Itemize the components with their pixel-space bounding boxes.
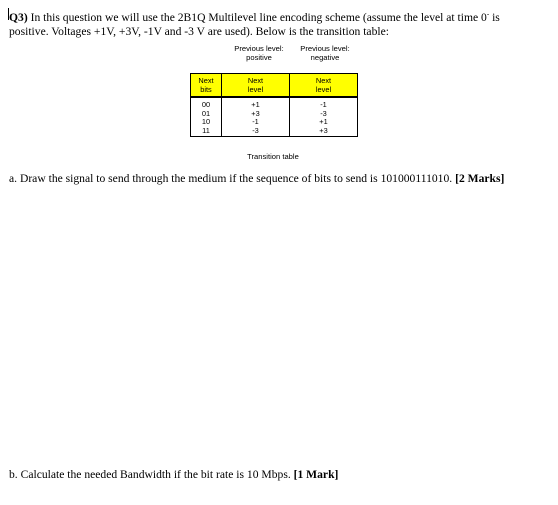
- table-row: 10 -1 +1: [191, 118, 358, 127]
- question-label: Q3): [9, 10, 28, 24]
- question-line-1: Q3) In this question we will use the 2B1Q Multilevel line encoding scheme (assume the level at time 0- is: [9, 10, 500, 24]
- question-line-2: positive. Voltages +1V, +3V, -1V and -3 V are used). Below is the transition table:: [9, 24, 389, 38]
- part-b-marks: [1 Mark]: [293, 468, 339, 481]
- table-caption: Transition table: [247, 152, 299, 161]
- transition-table: [190, 73, 358, 137]
- question-intro: [9, 7, 549, 39]
- part-a-question: a. Draw the signal to send through the medium if the sequence of bits to send is 101000111010. [2 Marks]: [9, 172, 505, 185]
- part-b-question: b. Calculate the needed Bandwidth if the bit rate is 10 Mbps. [1 Mark]: [9, 468, 339, 481]
- table-header-row: [191, 74, 358, 98]
- table-row: 11 -3 +3: [191, 127, 358, 137]
- header-next-level-positive: Next level: [222, 74, 290, 98]
- header-next-bits: Next bits: [191, 74, 222, 98]
- table-row: 00 +1 -1: [191, 97, 358, 110]
- part-a-marks: [2 Marks]: [455, 172, 505, 185]
- table-row: 01 +3 -3: [191, 110, 358, 119]
- heading-previous-positive: Previous level: positive: [234, 44, 284, 62]
- header-next-level-negative: Next level: [290, 74, 358, 98]
- heading-previous-negative: Previous level: negative: [300, 44, 350, 62]
